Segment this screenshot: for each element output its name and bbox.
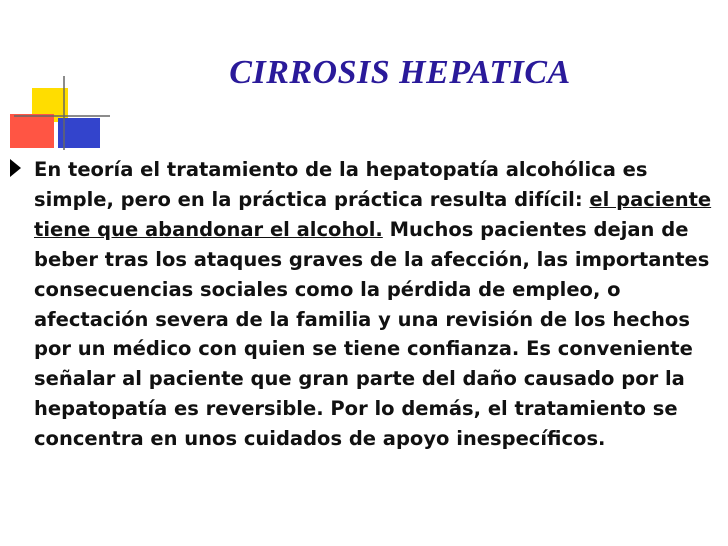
color-blocks-decoration bbox=[0, 0, 110, 150]
slide-title: CIRROSIS HEPATICA bbox=[229, 54, 571, 91]
bullet-triangle-icon bbox=[10, 159, 21, 177]
bullet-text-underlined: el paciente tiene que abandonar el alcohol. bbox=[34, 187, 712, 241]
deco-red-square bbox=[10, 114, 54, 148]
bullet-text-after: Muchos pacientes dejan de beber tras los ataques graves de la afección, las importantes consecuencias sociales como la pérdida de empleo, o afectación severa de la familia y una revisión de los hechos por un médico con quien se tiene confianza. Es conveniente señalar al paciente que gran parte del daño causado por la hepatopatía es reversible. Por lo demás, el tratamiento se concentra en unos cuidados de apoyo inespecíficos. bbox=[34, 217, 710, 451]
bullet-text bbox=[34, 155, 714, 454]
bullet-text-before: En teoría el tratamiento de la hepatopatía alcohólica es simple, pero en la práctica práctica resulta difícil: bbox=[34, 158, 648, 211]
